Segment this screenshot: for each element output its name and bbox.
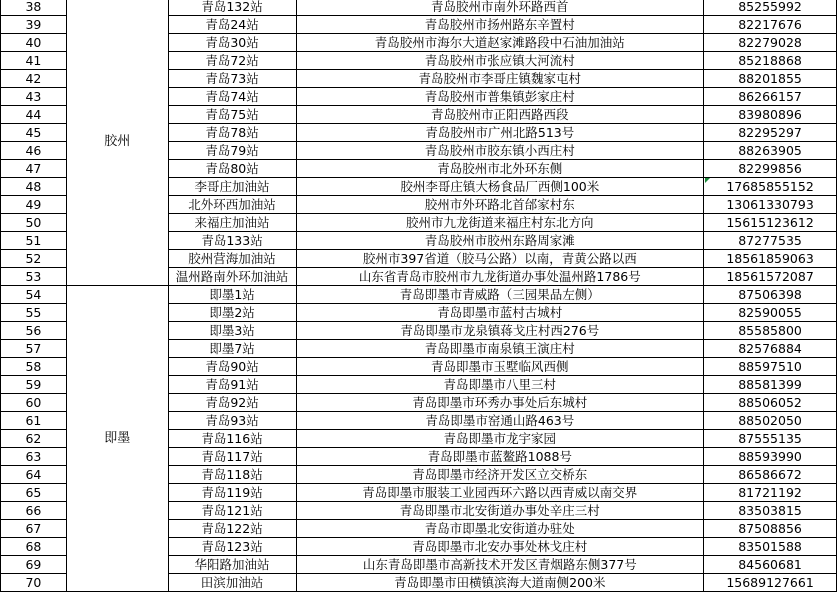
station-name-cell[interactable]: 青岛122站 <box>168 520 296 538</box>
table-row <box>1 0 837 16</box>
address-cell[interactable]: 青岛即墨市青威路（三园果品左侧） <box>296 286 704 304</box>
station-name-cell[interactable]: 青岛132站 <box>168 0 296 16</box>
station-name-cell[interactable]: 华阳路加油站 <box>168 556 296 574</box>
phone-cell[interactable]: 87277535 <box>704 232 837 250</box>
row-number-cell[interactable]: 63 <box>1 448 67 466</box>
row-number-cell[interactable]: 38 <box>1 0 67 16</box>
station-name-cell[interactable]: 胶州营海加油站 <box>168 250 296 268</box>
phone-cell[interactable]: 88506052 <box>704 394 837 412</box>
address-cell[interactable]: 青岛即墨市北安办事处林戈庄村 <box>296 538 704 556</box>
station-name-cell[interactable]: 李哥庄加油站 <box>168 178 296 196</box>
station-name-cell[interactable]: 青岛78站 <box>168 124 296 142</box>
row-number-cell[interactable]: 68 <box>1 538 67 556</box>
phone-cell[interactable]: 88263905 <box>704 142 837 160</box>
phone-cell[interactable]: 88581399 <box>704 376 837 394</box>
address-cell[interactable]: 胶州市外环路北首邰家村东 <box>296 196 704 214</box>
table-row <box>1 286 837 304</box>
phone-cell[interactable]: 84560681 <box>704 556 837 574</box>
row-number-cell[interactable]: 56 <box>1 322 67 340</box>
address-cell[interactable]: 青岛即墨市北安街道办事处辛庄三村 <box>296 502 704 520</box>
phone-cell[interactable]: 85255992 <box>704 0 837 16</box>
phone-cell[interactable]: 88502050 <box>704 412 837 430</box>
phone-cell[interactable]: 88201855 <box>704 70 837 88</box>
station-name-cell[interactable]: 青岛80站 <box>168 160 296 178</box>
cell-comment-marker <box>705 178 710 183</box>
station-name-cell[interactable]: 青岛75站 <box>168 106 296 124</box>
address-cell[interactable]: 胶州市九龙街道来福庄村东北方向 <box>296 214 704 232</box>
address-cell[interactable]: 青岛即墨市窑通山路463号 <box>296 412 704 430</box>
address-cell[interactable]: 青岛胶州市普集镇彭家庄村 <box>296 88 704 106</box>
station-name-cell[interactable]: 青岛24站 <box>168 16 296 34</box>
region-cell[interactable]: 即墨 <box>66 286 168 592</box>
phone-cell[interactable]: 82217676 <box>704 16 837 34</box>
station-name-cell[interactable]: 青岛123站 <box>168 538 296 556</box>
address-cell[interactable]: 青岛即墨市南泉镇王演庄村 <box>296 340 704 358</box>
phone-cell[interactable]: 82299856 <box>704 160 837 178</box>
region-cell[interactable]: 胶州 <box>66 0 168 286</box>
address-cell[interactable]: 青岛胶州市李哥庄镇魏家屯村 <box>296 70 704 88</box>
station-name-cell[interactable]: 即墨1站 <box>168 286 296 304</box>
row-number-cell[interactable]: 49 <box>1 196 67 214</box>
address-cell[interactable]: 青岛即墨市龙泉镇蒋戈庄村西276号 <box>296 322 704 340</box>
station-name-cell[interactable]: 青岛118站 <box>168 466 296 484</box>
phone-cell[interactable]: 83503815 <box>704 502 837 520</box>
row-number-cell[interactable]: 60 <box>1 394 67 412</box>
row-number-cell[interactable]: 61 <box>1 412 67 430</box>
station-name-cell[interactable]: 青岛117站 <box>168 448 296 466</box>
address-cell[interactable]: 青岛胶州市扬州路东辛置村 <box>296 16 704 34</box>
row-number-cell[interactable]: 50 <box>1 214 67 232</box>
address-cell[interactable]: 青岛胶州市正阳西路西段 <box>296 106 704 124</box>
address-cell[interactable]: 青岛即墨市龙宇家园 <box>296 430 704 448</box>
address-cell[interactable]: 青岛即墨市田横镇滨海大道南侧200米 <box>296 574 704 592</box>
phone-cell[interactable]: 15689127661 <box>704 574 837 592</box>
station-name-cell[interactable]: 青岛119站 <box>168 484 296 502</box>
phone-cell[interactable]: 18561859063 <box>704 250 837 268</box>
address-cell[interactable]: 青岛即墨市经济开发区立交桥东 <box>296 466 704 484</box>
station-name-cell[interactable]: 即墨7站 <box>168 340 296 358</box>
row-number-cell[interactable]: 52 <box>1 250 67 268</box>
row-number-cell[interactable]: 64 <box>1 466 67 484</box>
station-name-cell[interactable]: 北外环西加油站 <box>168 196 296 214</box>
phone-cell[interactable]: 87506398 <box>704 286 837 304</box>
station-name-cell[interactable]: 青岛92站 <box>168 394 296 412</box>
address-cell[interactable]: 青岛胶州市海尔大道赵家滩路段中石油加油站 <box>296 34 704 52</box>
phone-cell[interactable]: 86266157 <box>704 88 837 106</box>
row-number-cell[interactable]: 51 <box>1 232 67 250</box>
address-cell[interactable]: 青岛市即墨北安街道办驻处 <box>296 520 704 538</box>
station-name-cell[interactable]: 青岛133站 <box>168 232 296 250</box>
address-cell[interactable]: 青岛胶州市胶东镇小西庄村 <box>296 142 704 160</box>
address-cell[interactable]: 青岛胶州市张应镇大河流村 <box>296 52 704 70</box>
row-number-cell[interactable]: 66 <box>1 502 67 520</box>
phone-cell[interactable]: 82576884 <box>704 340 837 358</box>
row-number-cell[interactable]: 55 <box>1 304 67 322</box>
address-cell[interactable]: 青岛胶州市广州北路513号 <box>296 124 704 142</box>
row-number-cell[interactable]: 44 <box>1 106 67 124</box>
row-number-cell[interactable]: 39 <box>1 16 67 34</box>
phone-cell[interactable]: 82295297 <box>704 124 837 142</box>
phone-cell[interactable]: 83501588 <box>704 538 837 556</box>
station-name-cell[interactable]: 青岛72站 <box>168 52 296 70</box>
station-name-cell[interactable]: 即墨3站 <box>168 322 296 340</box>
phone-cell[interactable]: 18561572087 <box>704 268 837 286</box>
phone-cell[interactable]: 85585800 <box>704 322 837 340</box>
row-number-cell[interactable]: 48 <box>1 178 67 196</box>
address-cell[interactable]: 青岛胶州市南外环路西首 <box>296 0 704 16</box>
address-cell[interactable]: 山东省青岛市胶州市九龙街道办事处温州路1786号 <box>296 268 704 286</box>
row-number-cell[interactable]: 41 <box>1 52 67 70</box>
station-name-cell[interactable]: 青岛30站 <box>168 34 296 52</box>
phone-cell[interactable]: 87555135 <box>704 430 837 448</box>
station-name-cell[interactable]: 青岛90站 <box>168 358 296 376</box>
row-number-cell[interactable]: 58 <box>1 358 67 376</box>
row-number-cell[interactable]: 53 <box>1 268 67 286</box>
phone-cell[interactable]: 86586672 <box>704 466 837 484</box>
phone-cell[interactable]: 82279028 <box>704 34 837 52</box>
station-name-cell[interactable]: 田滨加油站 <box>168 574 296 592</box>
row-number-cell[interactable]: 69 <box>1 556 67 574</box>
row-number-cell[interactable]: 54 <box>1 286 67 304</box>
row-number-cell[interactable]: 65 <box>1 484 67 502</box>
phone-cell[interactable]: 87508856 <box>704 520 837 538</box>
row-number-cell[interactable]: 45 <box>1 124 67 142</box>
phone-cell[interactable]: 88597510 <box>704 358 837 376</box>
phone-cell[interactable]: 81721192 <box>704 484 837 502</box>
phone-cell[interactable]: 15615123612 <box>704 214 837 232</box>
phone-cell[interactable]: 88593990 <box>704 448 837 466</box>
row-number-cell[interactable]: 70 <box>1 574 67 592</box>
address-cell[interactable]: 青岛即墨市玉墅临风西侧 <box>296 358 704 376</box>
address-cell[interactable]: 青岛即墨市蓝村古城村 <box>296 304 704 322</box>
row-number-cell[interactable]: 47 <box>1 160 67 178</box>
station-name-cell[interactable]: 青岛79站 <box>168 142 296 160</box>
row-number-cell[interactable]: 43 <box>1 88 67 106</box>
row-number-cell[interactable]: 40 <box>1 34 67 52</box>
station-name-cell[interactable]: 青岛116站 <box>168 430 296 448</box>
station-name-cell[interactable]: 温州路南外环加油站 <box>168 268 296 286</box>
station-name-cell[interactable]: 青岛91站 <box>168 376 296 394</box>
address-cell[interactable]: 胶州李哥庄镇大杨食品厂西侧100米 <box>296 178 704 196</box>
station-name-cell[interactable]: 青岛73站 <box>168 70 296 88</box>
station-name-cell[interactable]: 青岛74站 <box>168 88 296 106</box>
row-number-cell[interactable]: 67 <box>1 520 67 538</box>
address-cell[interactable]: 山东青岛即墨市高新技术开发区青烟路东侧377号 <box>296 556 704 574</box>
address-cell[interactable]: 胶州市397省道（胶马公路）以南，青黄公路以西 <box>296 250 704 268</box>
phone-cell[interactable]: 83980896 <box>704 106 837 124</box>
phone-cell[interactable]: 82590055 <box>704 304 837 322</box>
address-cell[interactable]: 青岛即墨市八里三村 <box>296 376 704 394</box>
phone-cell[interactable]: 85218868 <box>704 52 837 70</box>
row-number-cell[interactable]: 42 <box>1 70 67 88</box>
row-number-cell[interactable]: 62 <box>1 430 67 448</box>
phone-cell[interactable]: 13061330793 <box>704 196 837 214</box>
station-name-cell[interactable]: 青岛121站 <box>168 502 296 520</box>
address-cell[interactable]: 青岛即墨市环秀办事处后东城村 <box>296 394 704 412</box>
address-cell[interactable]: 青岛即墨市蓝鳌路1088号 <box>296 448 704 466</box>
row-number-cell[interactable]: 57 <box>1 340 67 358</box>
phone-cell[interactable]: 17685855152 <box>704 178 837 196</box>
row-number-cell[interactable]: 59 <box>1 376 67 394</box>
station-name-cell[interactable]: 来福庄加油站 <box>168 214 296 232</box>
address-cell[interactable]: 青岛即墨市服装工业园西环六路以西青威以南交界 <box>296 484 704 502</box>
station-name-cell[interactable]: 即墨2站 <box>168 304 296 322</box>
address-cell[interactable]: 青岛胶州市北外环东侧 <box>296 160 704 178</box>
station-table-body <box>1 0 837 592</box>
station-name-cell[interactable]: 青岛93站 <box>168 412 296 430</box>
address-cell[interactable]: 青岛胶州市胶州东路周家滩 <box>296 232 704 250</box>
row-number-cell[interactable]: 46 <box>1 142 67 160</box>
